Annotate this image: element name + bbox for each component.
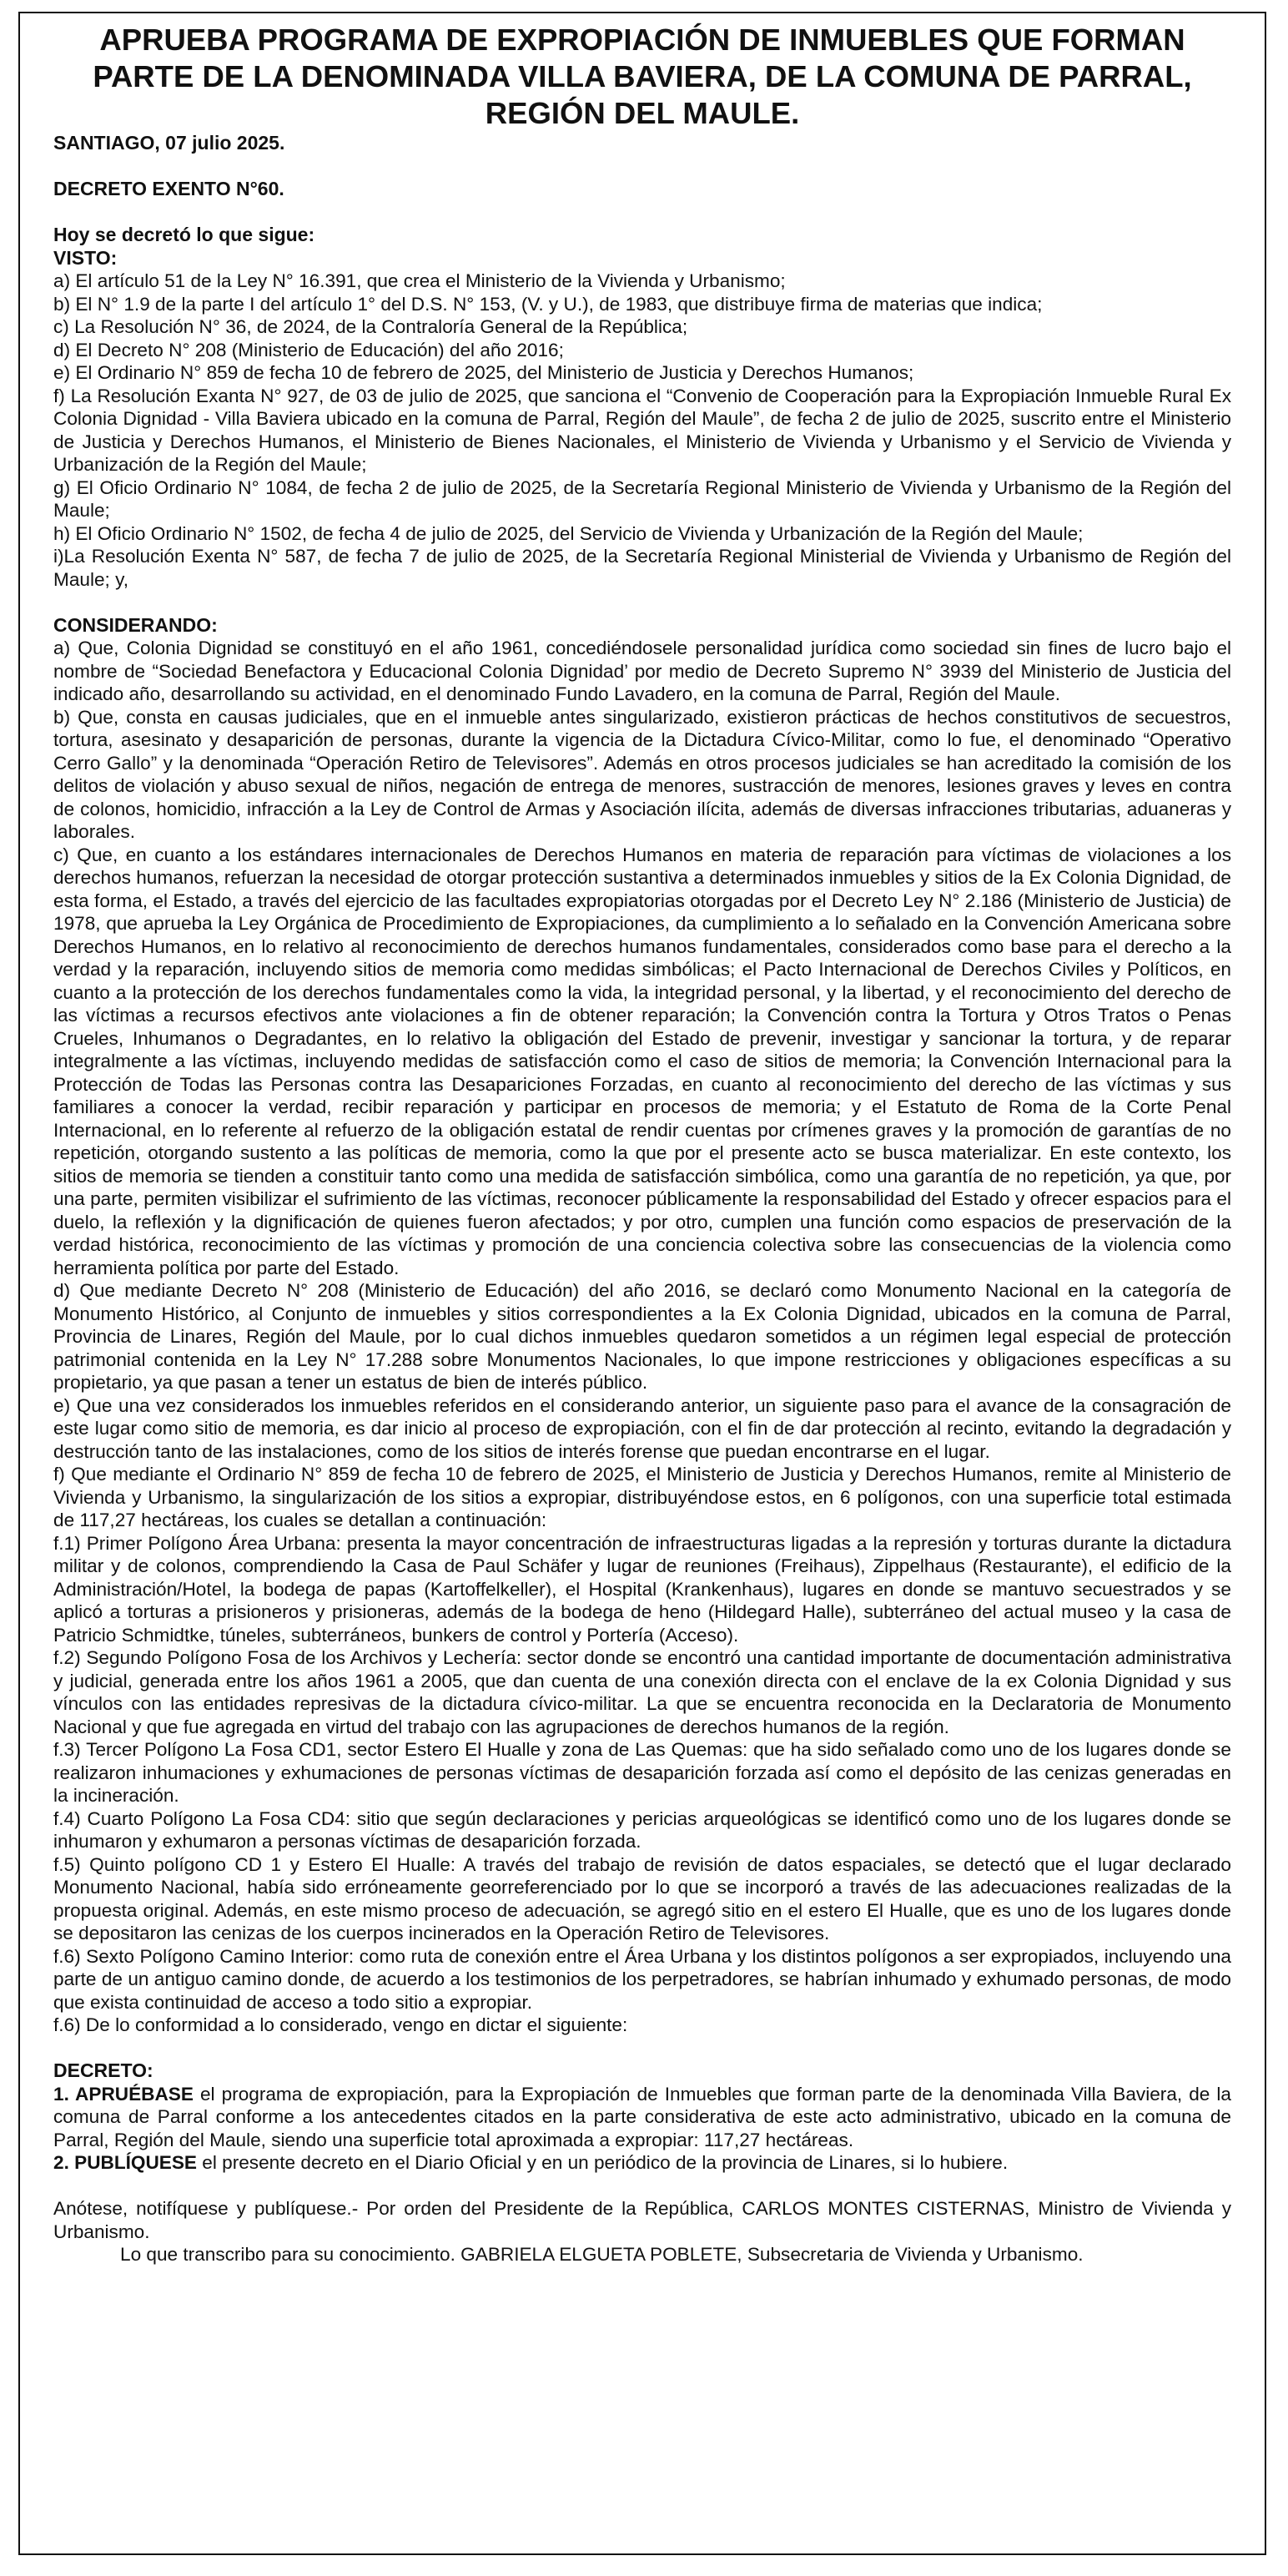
visto-heading: VISTO: (53, 246, 118, 269)
decreto-list (53, 2083, 1231, 2175)
visto-list (53, 270, 1231, 591)
decreto-item-lead: 1. APRUÉBASE (53, 2083, 194, 2105)
place-date: SANTIAGO, 07 julio 2025. (53, 132, 285, 154)
visto-item: d) El Decreto N° 208 (Ministerio de Educación) del año 2016; (53, 339, 564, 360)
transcription-note: Lo que transcribo para su conocimiento. GABRIELA ELGUETA POBLETE, Subsecretaria de Vivienda y Urbanismo. (120, 2244, 1084, 2265)
decree-notice-frame (18, 12, 1266, 2555)
visto-item: i)La Resolución Exenta N° 587, de fecha 7 de julio de 2025, de la Secretaría Regional Ministerial de Vivienda y Urbanismo de Región del Maule; y, (53, 546, 1231, 590)
considerando-item: f.6) Sexto Polígono Camino Interior: como ruta de conexión entre el Área Urbana y los distintos polígonos a ser expropiados, incluyendo una parte de un antiguo camino donde, de acuerdo a los testimonios de los perpetradores, se habrían inhumado y exhumado personas, de modo que exista continuidad de acceso a todo sitio a expropiar. (53, 1945, 1231, 2013)
considerando-item: f.5) Quinto polígono CD 1 y Estero El Hualle: A través del trabajo de revisión de datos espaciales, se detectó que el lugar declarado Monumento Nacional, había sido erróneamente georreferenciado por lo que se incorporó a través de las adecuaciones realizadas de la propuesta original. Además, en este mismo proceso de adecuación, se agregó sitio en el estero El Hualle, que es uno de los lugares donde se depositaron las cenizas de los cuerpos incinerados en la Operación Retiro de Televisores. (53, 1853, 1231, 1943)
considerando-item: d) Que mediante Decreto N° 208 (Ministerio de Educación) del año 2016, se declaró como Monumento Nacional en la categoría de Monumento Histórico, al Conjunto de inmuebles y sitios correspondientes a la Ex Colonia Dignidad, ubicados en la comuna de Parral, Provincia de Linares, Región del Maule, por lo cual dichos inmuebles quedaron sometidos a un régimen legal especial de protección patrimonial contenida en la Ley N° 17.288 sobre Monumentos Nacionales, lo que impone restricciones y obligaciones específicas a su propietario, ya que pasan a tener un estatus de bien de interés público. (53, 1280, 1231, 1393)
considerando-item: a) Que, Colonia Dignidad se constituyó en el año 1961, concediéndosele personalidad jurídica como sociedad sin fines de lucro bajo el nombre de “Sociedad Benefactora y Educacional Colonia Dignidad’ por medio de Decreto Supremo N° 3939 del Ministerio de Justicia del indicado año, desarrollando su actividad, en el denominado Fundo Lavadero, en la comuna de Parral, Región del Maule. (53, 638, 1231, 704)
visto-item: c) La Resolución N° 36, de 2024, de la Contraloría General de la República; (53, 316, 688, 337)
visto-item: b) El N° 1.9 de la parte I del artículo 1° del D.S. N° 153, (V. y U.), de 1983, que distribuye firma de materias que indica; (53, 293, 1043, 315)
considerando-item: c) Que, en cuanto a los estándares internacionales de Derechos Humanos en materia de reparación para víctimas de violaciones a los derechos humanos, refuerzan la necesidad de otorgar protección sustantiva a determinados inmuebles y sitios de la Ex Colonia Dignidad, de esta forma, el Estado, a través del ejercicio de las facultades expropiatorias otorgadas por el Decreto Ley N° 2.186 (Ministerio de Justicia) de 1978, que aprueba la Ley Orgánica de Procedimiento de Expropiaciones, da cumplimiento a lo señalado en la Convención Americana sobre Derechos Humanos, en lo relativo al reconocimiento de derechos humanos fundamentales, considerados como base para el derecho a la verdad y la reparación, incluyendo sitios de memoria como medidas simbólicas; el Pacto Internacional de Derechos Civiles y Políticos, en cuanto a la protección de los derechos fundamentales como la vida, la integridad personal, y la libertad, y el reconocimiento del derecho de las víctimas a recursos efectivos ante violaciones a fin de obtener reparación; la Convención contra la Tortura y Otros Tratos o Penas Crueles, Inhumanos o Degradantes, en lo relativo la obligación del Estado de prevenir, investigar y sancionar la tortura, y de reparar integralmente a las víctimas, incluyendo medidas de satisfacción como el caso de sitios de memoria; la Convención Internacional para la Protección de Todas las Personas contra las Desapariciones Forzadas, en cuanto al reconocimiento del derecho de las víctimas y sus familiares a conocer la verdad, recibir reparación y participar en procesos de memoria; y el Estatuto de Roma de la Corte Penal Internacional, en lo referente al refuerzo de la obligación estatal de rendir cuentas por crímenes graves y la promoción de garantías de no repetición, otorgando sustento a las políticas de memoria, como la que por el presente acto se busca materializar. En este contexto, los sitios de memoria se tienden a constituir tanto como una medida de satisfacción simbólica, como una garantía de no repetición, ya que, por una parte, permiten visibilizar el sufrimiento de las víctimas, reconocer públicamente la responsabilidad del Estado y ofrecer espacios para el duelo, la reflexión y la dignificación de quienes fueron afectados; y por otro, cumplen una función como espacios de preservación de la verdad histórica, reconocimiento de las víctimas y promoción de una conciencia colectiva sobre las consecuencias de la violencia como herramienta política por parte del Estado. (53, 844, 1231, 1278)
decreto-item (53, 2151, 1231, 2175)
visto-item: h) El Oficio Ordinario N° 1502, de fecha 4 de julio de 2025, del Servicio de Vivienda y Urbanización de la Región del Maule; (53, 522, 1084, 544)
document-title: APRUEBA PROGRAMA DE EXPROPIACIÓN DE INMUEBLES QUE FORMAN PARTE DE LA DENOMINADA VILLA BAVIERA, DE LA COMUNA DE PARRAL, REGIÓN DEL MAULE. (93, 23, 1192, 130)
intro-line: Hoy se decretó lo que sigue: (53, 224, 315, 245)
considerando-item: f.4) Cuarto Polígono La Fosa CD4: sitio que según declaraciones y pericias arqueológicas se identificó como uno de los lugares donde se inhumaron y exhumaron a personas víctimas de desaparición forzada. (53, 1807, 1231, 1852)
visto-item: g) El Oficio Ordinario N° 1084, de fecha 2 de julio de 2025, de la Secretaría Regional Ministerio de Vivienda y Urbanismo de la Región del Maule; (53, 476, 1231, 521)
considerando-item: f.1) Primer Polígono Área Urbana: presenta la mayor concentración de infraestructuras ligadas a la represión y torturas durante la dictadura militar y de colonos, comprendiendo la Casa de Paul Schäfer y lugar de reuniones (Freihaus), Zippelhaus (Restaurante), el edificio de la Administración/Hotel, la bodega de papas (Kartoffelkeller), el Hospital (Krankenhaus), lugares en donde se mantuvo secuestrados y se aplicó a torturas a prisioneros y prisioneras, además de la bodega de heno (Hildegard Halle), subterráneo del actual museo y la casa de Patricio Schmidtke, túneles, subterráneos, bunkers de control y Portería (Acceso). (53, 1532, 1231, 1646)
closing-formula: Anótese, notifíquese y publíquese.- Por orden del Presidente de la República, CARLOS MONTES CISTERNAS, Ministro de Vivienda y Urbanismo. (53, 2198, 1231, 2242)
decreto-item (53, 2083, 1231, 2152)
considerando-list (53, 637, 1231, 2037)
decreto-item-text: el presente decreto en el Diario Oficial y en un periódico de la provincia de Linares, si lo hubiere. (197, 2152, 1009, 2173)
decreto-heading: DECRETO: (53, 2059, 153, 2081)
decree-number: DECRETO EXENTO N°60. (53, 178, 284, 199)
considerando-item: f.3) Tercer Polígono La Fosa CD1, sector Estero El Hualle y zona de Las Quemas: que ha sido señalado como uno de los lugares donde se realizaron inhumaciones y exhumaciones de personas víctimas de desaparición forzada así como el depósito de las cenizas generadas en la incineración. (53, 1739, 1231, 1806)
considerando-heading: CONSIDERANDO: (53, 613, 218, 636)
visto-item: a) El artículo 51 de la Ley N° 16.391, que crea el Ministerio de la Vivienda y Urbanismo; (53, 270, 786, 291)
visto-item: e) El Ordinario N° 859 de fecha 10 de febrero de 2025, del Ministerio de Justicia y Derechos Humanos; (53, 362, 914, 383)
considerando-item: f) Que mediante el Ordinario N° 859 de fecha 10 de febrero de 2025, el Ministerio de Justicia y Derechos Humanos, remite al Ministerio de Vivienda y Urbanismo, la singularización de los sitios a expropiar, distribuyéndose estos, en 6 polígonos, con una superficie total estimada de 117,27 hectáreas, los cuales se detallan a continuación: (53, 1464, 1231, 1530)
considerando-item: e) Que una vez considerados los inmuebles referidos en el considerando anterior, un siguiente paso para el avance de la consagración de este lugar como sitio de memoria, es dar inicio al proceso de expropiación, con el fin de dar protección al recinto, evitando la degradación y destrucción tanto de las instalaciones, como de los sitios de interés forense que puedan encontrarse en el lugar. (53, 1394, 1231, 1462)
considerando-item: f.6) De lo conformidad a lo considerado, vengo en dictar el siguiente: (53, 2014, 628, 2035)
visto-item: f) La Resolución Exanta N° 927, de 03 de julio de 2025, que sanciona el “Convenio de Cooperación para la Expropiación Inmueble Rural Ex Colonia Dignidad - Villa Baviera ubicado en la comuna de Parral, Región del Maule”, de fecha 2 de julio de 2025, suscrito entre el Ministerio de Justicia y Derechos Humanos, el Ministerio de Bienes Nacionales, el Ministerio de Vivienda y Urbanismo y el Servicio de Vivienda y Urbanización de la Región del Maule; (53, 385, 1231, 475)
considerando-item: f.2) Segundo Polígono Fosa de los Archivos y Lechería: sector donde se encontró una cantidad importante de documentación administrativa y judicial, generada entre los años 1961 a 2005, que dan cuenta de una conexión directa con el enclave de la ex Colonia Dignidad y sus vínculos con las entidades represivas de la dictadura cívico-militar. La que se encuentra reconocida en la Declaratoria de Monumento Nacional y que fue agregada en virtud del trabajo con las agrupaciones de derechos humanos de la región. (53, 1647, 1231, 1737)
decreto-item-lead: 2. PUBLÍQUESE (53, 2152, 198, 2173)
considerando-item: b) Que, consta en causas judiciales, que en el inmueble antes singularizado, existieron prácticas de hechos constitutivos de secuestros, tortura, asesinato y desaparición de personas, durante la vigencia de la Dictadura Cívico-Militar, como lo fue, el denominado “Operativo Cerro Gallo” y la denominada “Operación Retiro de Televisores”. Además en otros procesos judiciales se han acreditado la comisión de los delitos de violación y abuso sexual de niños, negación de entrega de menores, sustracción de menores, lesiones graves y leves en contra de colonos, homicidio, infracción a la Ley de Control de Armas y Asociación ilícita, además de diversas infracciones tributarias, aduaneras y laborales. (53, 706, 1231, 842)
decreto-item-text: el programa de expropiación, para la Expropiación de Inmuebles que forman parte de la denominada Villa Baviera, de la comuna de Parral conforme a los antecedentes citados en la parte considerativa de este acto administrativo, ubicado en la comuna de Parral, Región del Maule, siendo una superficie total aproximada a expropiar: 117,27 hectáreas. (53, 2083, 1231, 2150)
